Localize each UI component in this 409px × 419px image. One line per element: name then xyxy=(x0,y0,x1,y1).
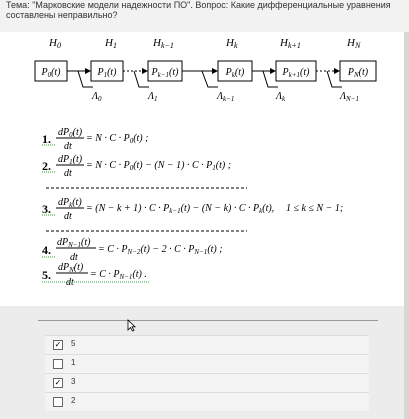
svg-text:dt: dt xyxy=(70,252,78,263)
checkbox-checked-icon[interactable]: ✓ xyxy=(54,378,62,387)
svg-text:4.: 4. xyxy=(42,243,51,257)
state-label-km1: $P_{k-1}(t)$ xyxy=(151,67,179,79)
svg-text:dt: dt xyxy=(64,141,72,152)
svg-text:1.: 1. xyxy=(42,132,51,146)
svg-text:3.: 3. xyxy=(42,202,51,216)
h-label-n: HN xyxy=(347,37,361,50)
lambda-label-k: $\Lambda_k$ xyxy=(276,91,286,103)
svg-text:dt: dt xyxy=(66,277,74,288)
lambda-tick-1 xyxy=(134,71,149,87)
answer-label: 1 xyxy=(71,358,76,367)
checkbox-checked-icon[interactable]: ✓ xyxy=(54,340,62,349)
svg-text:dt: dt xyxy=(64,168,72,179)
svg-text:= N · C · P0(t) ;: = $N \cdot C \cdot P_0(t)$ ; xyxy=(86,133,149,145)
answer-option-1[interactable] xyxy=(45,335,369,354)
equation-4 xyxy=(42,237,223,263)
h-label-0: H0 xyxy=(49,37,61,50)
answer-label: 2 xyxy=(71,396,76,405)
state-label-1: $P_1(t)$ xyxy=(97,67,117,79)
checkbox-unchecked-icon[interactable] xyxy=(53,359,63,369)
state-label-n: $P_N(t)$ xyxy=(347,67,369,79)
vertical-scrollbar[interactable] xyxy=(404,32,409,419)
svg-text:= (N − k + 1) · C · Pk−1(t) −: = $(N - k + 1) \cdot C \cdot P_{k-1}(t) - (N - k) \cdot C \cdot P_k(t)$, xyxy=(86,203,275,215)
question-card xyxy=(0,32,405,306)
h-label-k: Hk xyxy=(226,37,238,50)
question-text: Тема: "Марковские модели надежности ПО". Вопрос: Какие дифференциальные уравнения составлены неправильно? xyxy=(6,0,391,20)
answer-option-2[interactable] xyxy=(45,354,369,373)
svg-text:dPN−1(t): $dP_{N-1}(t)$ xyxy=(57,237,91,249)
svg-text:dPN(t): $dP_N(t)$ xyxy=(58,262,84,274)
answer-option-3[interactable] xyxy=(45,373,369,392)
state-label-kp1: $P_{k+1}(t)$ xyxy=(282,67,310,79)
diagram-and-equations xyxy=(0,32,404,306)
svg-text:2.: 2. xyxy=(42,159,51,173)
h-label-kp1: Hk+1 xyxy=(280,37,301,50)
svg-text:dPk(t): $dP_k(t)$ xyxy=(58,197,82,209)
lambda-label-1: $\Lambda_1$ xyxy=(148,91,158,103)
h-label-km1: Hk−1 xyxy=(153,37,174,50)
lambda-tick-km1 xyxy=(202,71,218,87)
state-label-0: $P_0(t)$ xyxy=(41,67,61,79)
svg-text:= N · C · P0(t) − (N − 1) · C: = $N \cdot C \cdot P_0(t) - (N - 1) \cdot C \cdot P_1(t)$ ; xyxy=(86,160,232,172)
answer-label: 5 xyxy=(71,339,76,348)
answer-option-4[interactable] xyxy=(45,392,369,411)
svg-text:1 ≤ k ≤ N − 1;: 1 ≤ k ≤ N − 1; xyxy=(286,203,344,214)
equation-1 xyxy=(42,127,148,152)
lambda-label-km1: $\Lambda_{k-1}$ xyxy=(217,91,235,103)
svg-text:dP1(t): $dP_1(t)$ xyxy=(58,154,83,166)
answer-label: 3 xyxy=(71,377,76,386)
equation-2 xyxy=(42,154,231,179)
state-label-k: $P_k(t)$ xyxy=(225,67,245,79)
svg-text:5.: 5. xyxy=(42,268,51,282)
checkbox-unchecked-icon[interactable] xyxy=(53,397,63,407)
svg-text:= C · PN−1(t) .: = $C \cdot P_{N-1}(t)$ . xyxy=(90,269,147,281)
svg-text:dt: dt xyxy=(64,211,72,222)
question-header xyxy=(0,0,409,32)
lambda-label-0: $\Lambda_0$ xyxy=(92,91,102,103)
svg-text:= C · PN−2(t) − 2 · C · PN−1(t: = $C \cdot P_{N-2}(t) - 2 \cdot C \cdot P_{N-1}(t)$ ; xyxy=(98,244,223,256)
h-label-1: H1 xyxy=(105,37,117,50)
mouse-cursor-icon xyxy=(127,319,136,332)
equation-3 xyxy=(42,197,343,222)
lambda-label-nm1: $\Lambda_{N-1}$ xyxy=(340,91,359,103)
answer-separator xyxy=(38,320,378,321)
equation-5 xyxy=(42,262,150,288)
svg-text:dP0(t): $dP_0(t)$ xyxy=(58,127,83,139)
